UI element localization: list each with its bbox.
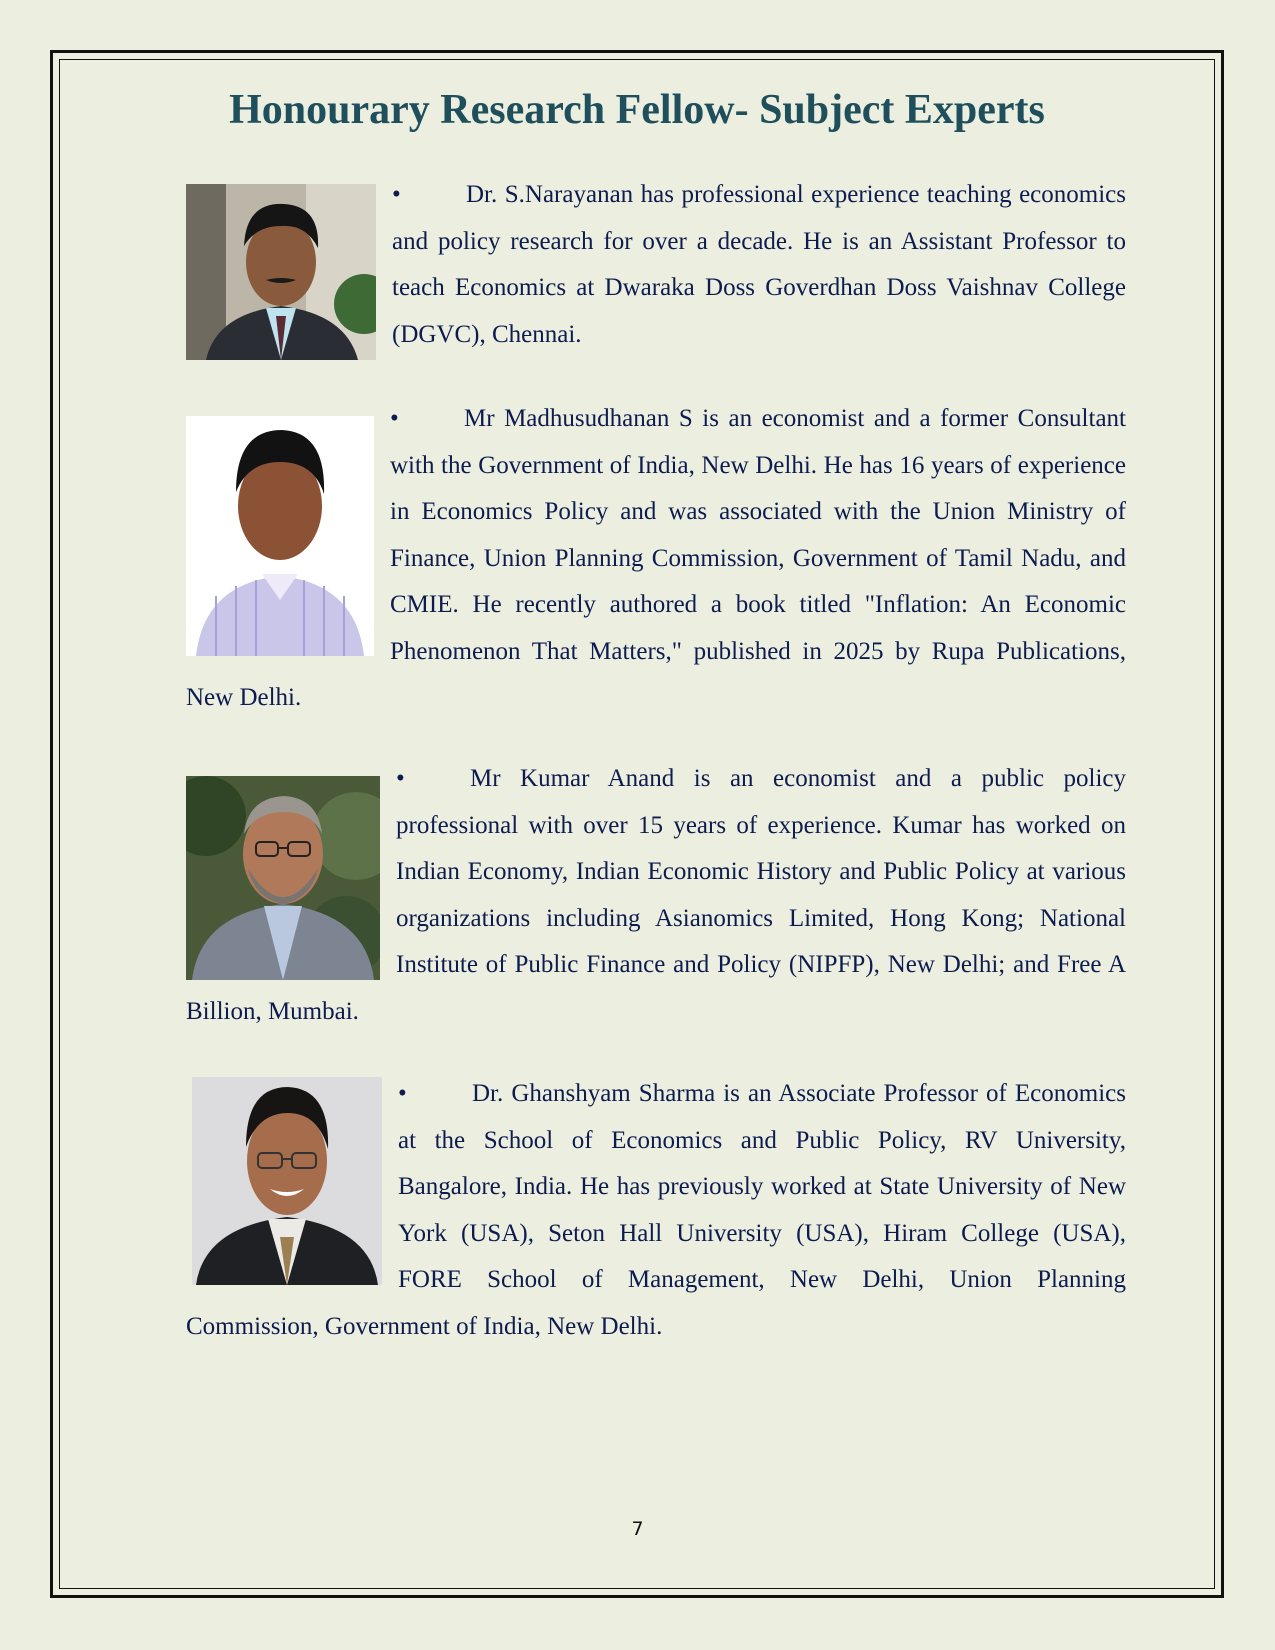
expert-photo-kumar-anand [186,776,380,980]
bullet-icon: • [392,181,401,208]
expert-entry-ghanshyam-sharma [186,1071,1126,1350]
expert-text: Mr Kumar Anand is an economist and a public policy professional with over 15 years of experience. Kumar has worked on Indian Economy, Indian Economic History and Public Policy at various organizations including Asianomics Limited, Hong Kong; National Institute of Public Finance and Policy (NIPFP), New Delhi; and Free A Billion, Mumbai. [186,765,1126,1025]
expert-entry-kumar-anand [186,756,1126,1035]
bullet-icon: • [398,1080,407,1107]
expert-photo-ghanshyam-sharma [192,1077,382,1285]
page-number: 7 [631,1518,644,1540]
expert-photo-narayanan [186,184,376,360]
expert-text: Dr. S.Narayanan has professional experience teaching economics and policy research for over a decade. He is an Assistant Professor to teach Economics at Dwaraka Doss Goverdhan Doss Vaishnav College (DGVC), Chennai. [392,181,1126,348]
expert-photo-madhusudhanan [186,416,374,656]
bullet-icon: • [396,765,405,792]
expert-entry-madhusudhanan [186,396,1126,722]
expert-text: Dr. Ghanshyam Sharma is an Associate Professor of Economics at the School of Economics and Public Policy, RV University, Bangalore, India. He has previously worked at State University of New York (USA), Seton Hall University (USA), Hiram College (USA), FORE School of Management, New Delhi, Union Planning Commission, Government of India, New Delhi. [186,1080,1126,1340]
expert-text: Mr Madhusudhanan S is an economist and a former Consultant with the Government of India, New Delhi. He has 16 years of experience in Economics Policy and was associated with the Union Ministry of Finance, Union Planning Commission, Government of Tamil Nadu, and CMIE. He recently authored a book titled "Inflation: An Economic Phenomenon That Matters," published in 2025 by Rupa Publications, New Delhi. [186,405,1126,711]
expert-entry-narayanan [186,172,1126,366]
page-title: Honourary Research Fellow- Subject Experts [229,87,1045,133]
bullet-icon: • [390,405,399,432]
